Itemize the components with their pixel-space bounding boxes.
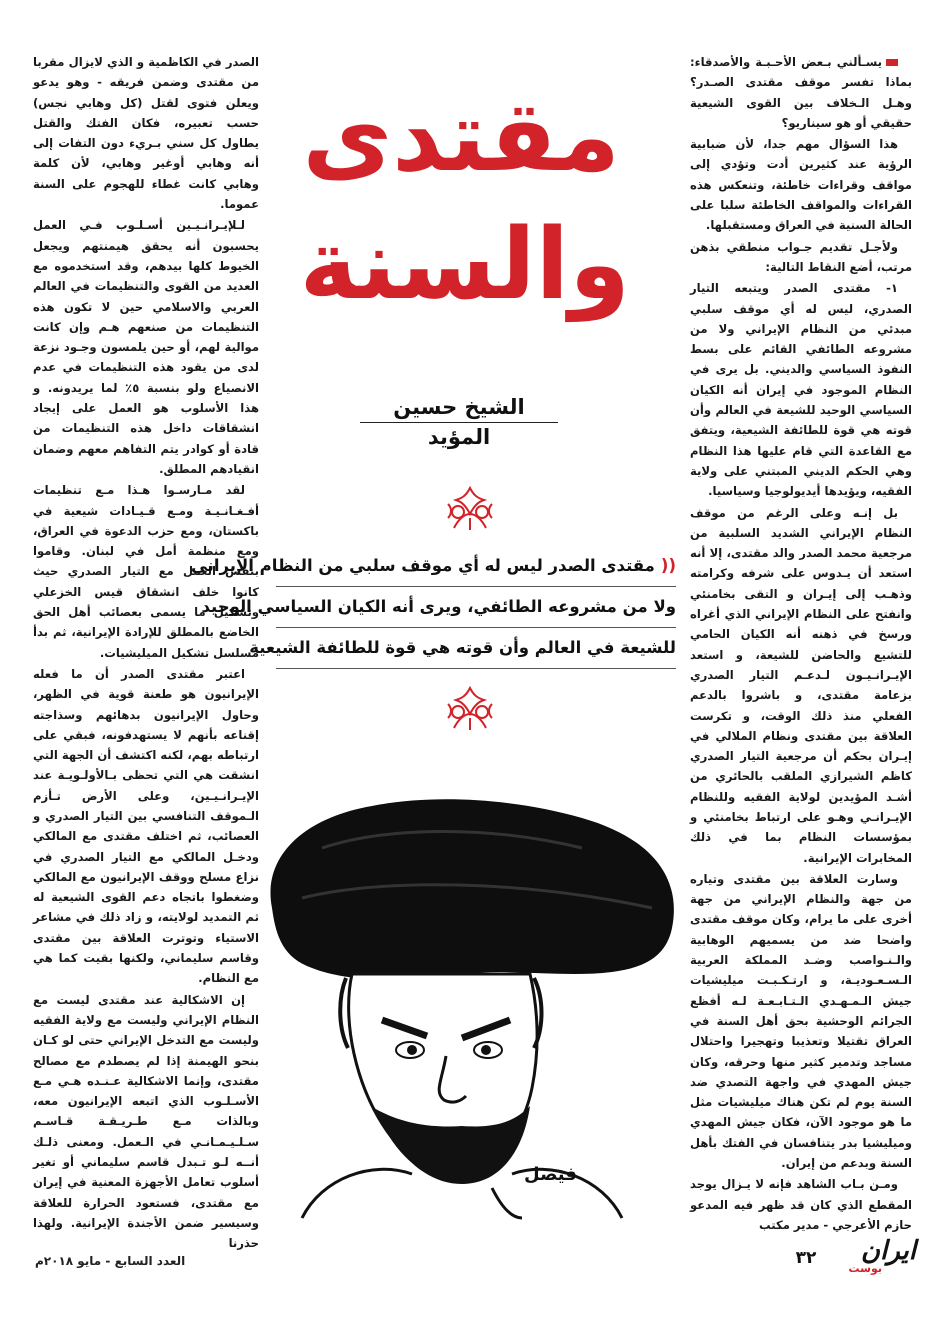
- pull-quote-line: ولا من مشروعه الطائفي، ويرى أنه الكيان السياسي الوحيد: [276, 587, 676, 628]
- ornament-flourish-icon: [440, 684, 500, 734]
- publication-logo: [826, 1236, 916, 1280]
- paragraph: ولأجـل تقديم جـواب منطقي بذهن مرتب، أضع النقاط التالية:: [690, 239, 912, 274]
- logo-sub-text: بوست: [848, 1262, 882, 1275]
- paragraph: هذا السؤال مهم جدا، لأن ضبابية الرؤية عند كثيرين أدت وتؤدي إلى مواقف وقراءات خاطئة، وتنعكس هذه القراءات والمواقف الخاطئة سلبا على الحالة السنية في العراق ومستقبلها.: [690, 137, 912, 233]
- paragraph: بل إنـه وعلى الرغم من موقف النظام الإيراني الشديد السلبية من مرجعية محمد الصدر والد مقتدى، إلا أنه استعد أن يـدوس على شرفه وكرامته وذهـب إلى إيـران و التقى بخامنئي وانفتح على النظام الإيراني الذي أغراه ورسخ في ذهنه أنه الكيان الحامي للتشيع والحاضن للشيعة، و استعد الإيـرانـيـون لـدعـم التيار الصدري بزعامة مقتدى، و باشروا بالدعم الفعلي منذ ذلك الوقت، و تكرست العلاقة بين مقتدى ونظام الملالي في إيـران بحكم أن مرجعية التيار الصدري كاظم الشيرازي الملقب بالحائري من أشـد المؤيدين لولاية الفقيه وللنظام الإيـرانـي وهـو على ارتباط بخامنئي و بمؤسسات النظام بما في ذلك المخابرات الإيرانية.: [690, 505, 912, 865]
- issue-info: العدد السابع - مايو ٢٠١٨م: [35, 1254, 186, 1268]
- artist-signature: فيصل: [524, 1164, 577, 1185]
- ornament-flourish-icon: [440, 484, 500, 534]
- paragraph: الصدر في الكاظمية و الذي لايزال مقربا من مقتدى وضمن فريقه - وهو يدعو ويعلن فتوى لقتل (كل وهابي نجس) حسب تعبيره، فكان الفتك والقتل يطاول كل سني بـريء دون التفات إلى أنه وهابي أوغير وهابي، لأن كلمة وهابي كانت غطاء للهجوم على السنة عموما.: [33, 55, 259, 212]
- paragraph: يسـألني بـعض الأحـبـة والأصدقاء: بماذا تفسر موقف مقتدى الصـدر؟ وهـل الـخلاف بين القوى الشيعية حقيقي أو هو سيناريو؟: [690, 55, 912, 130]
- caricature-illustration: [262, 788, 680, 1218]
- article-title-line2: والسنة: [299, 208, 630, 322]
- paragraph: لـلإيـرانـيـين أسـلـوب فـي العمل يحسبون أنه يحقق هيمنتهم ويجعل الخيوط كلها بيدهم، وقد استخدموه مع العديد من القوى والتنظيمات في العالم العربي والاسلامي حين لا تكون هذه التنظيمات من صنعهم هـم وإن كانت موالية لهم، أو حين يلمسون وجـود نزعة لدى من يقود هذه التنظيمات في عدم الانصياع ولو بنسبة ٥٪ لما يريدونه. و هذا الأسلوب هو العمل على إيجاد انشقاقات داخل هذه التنظيمات من قادة أو كوادر يتم التفاهم معهم وضمان انقيادهم المطلق.: [33, 218, 259, 476]
- red-square-marker-icon: [886, 59, 898, 66]
- paragraph: ١- مقتدى الصدر ويتبعه التيار الصدري، ليس له أي موقف سلبي مبدئي من النظام الإيراني ولا من مشروعه الطائفي القائم على بسط النفوذ السياسي والديني. بل يرى في النظام الموجود في إيران أنه الكيان السياسي الوحيد للشيعة في العالم وأن قوته هي قوة للطائفة الشيعية، ويتفق مع القاعدة التي قام عليها هذا النظام وهي الحكم الديني المبتني على ولاية الفقيه، ويؤيدها أيديولوجيا وسياسيا.: [690, 281, 912, 499]
- paragraph: إن الاشكالية عند مقتدى ليست مع النظام الإيراني وليست مع ولاية الفقيه وليست مع التدخل الإيراني حتى لو كـان بنحو الهيمنة إذا لم يصطدم مع مصالح مقتدى، وإنما الاشكالية عـنـده هـي مـع الأسـلـوب الذي اتبعه الإيرانيون معه، وبالذات مـع طـريـقـة قـاسـم سـلـيـمـانـي في الـعمل. ومعنى ذلـك أنــه لـو تـبدل قاسم سليماني أو تغير أسلوب تعامل الأجهزة المعنية في إيران مع مقتدى، فستعود الحرارة للعلاقة وسيسير ضمن الأجندة الإيرانية. ولهذا حذرنا: [33, 992, 259, 1251]
- article-column-left: [33, 52, 259, 1255]
- page-number: ٣٢: [795, 1248, 817, 1268]
- paragraph: لقد مـارسـوا هـذا مـع تنظيمات أفـغـانـيـة ومـع قـيـادات شيعية في باكستان، ومع حزب الدعوة في العراق، ومع منظمة أمل في لبنان. وقاموا بنفس العمل مع التيار الصدري حيث كانوا خلف انشقاق قيس الخزعلي وتشكيل ما يسمى بعصائب أهل الحق الخاضع بالمطلق للإرادة الإيرانية، ثم بدأ مسلسل تشكيل الميليشيات.: [33, 483, 259, 660]
- paragraph: اعتبر مقتدى الصدر أن ما فعله الإيرانيون هو طعنة قوية في الظهر، وحاول الإيرانيون بدهائهم وسذاجته إقناعه بأنهم لا يستهدفونه، فبقي على ارتباطه بهم، لكنه اكتشف أن الجهة التي انشقت هي التي تحظى بـالأولـويـة عند الإيـرانـيـين، وعلى الأرض تـأزم الـموقف التنافسي بين التيار الصدري و العصائب، ثم اختلف مقتدى مع المالكي ودخـل المالكي مع التيار الصدري في نزاع مسلح ووقف الإيرانيون مع المالكي وضغطوا باتجاه دعم القوى الشيعية له ثم التمديد لولايته، و زاد ذلك في مشاعر الاستياء وتوترت العلاقة بين مقتدى وقاسم سليماني، ولكنها بقيت كما هي مع النظام.: [33, 666, 259, 986]
- paragraph: ومـن بـاب الشاهد فإنه لا يـزال يوجد المقطع الذي كان قد ظهر فيه المدعو حازم الأعرجي - مدير مكتب: [690, 1177, 912, 1232]
- logo-main-text: ايران: [860, 1236, 916, 1266]
- pull-quote-line: ((مقتدى الصدر ليس له أي موقف سلبي من النظام الإيراني: [276, 546, 676, 587]
- pull-quote: [190, 546, 676, 669]
- author-divider: [360, 422, 558, 423]
- article-title-line1: مقتدى: [302, 80, 620, 194]
- article-column-right: [690, 52, 912, 1236]
- author-name: الشيخ حسين المؤيد: [393, 395, 525, 449]
- quote-mark: ((: [660, 556, 676, 575]
- pull-quote-line: للشيعة في العالم وأن قوته هي قوة للطائفة الشيعية: [276, 628, 676, 669]
- paragraph: وسارت العلاقة بين مقتدى وتياره من جهة والنظام الإيراني من جهة أخرى على ما يرام، وكان موقف مقتدى واضحا ضد من يسميهم الوهابية والـنـواصب وضـد المملكة العربية الـسـعـوديـة، و ارتـكـبـت ميليشيات جيش الـمـهـدي الـتـابـعـة لـه أفظع الجرائم الوحشية بحق أهل السنة في العراق تقتيلا وتعذيبا وتهجيرا واحتلال مساجد وتدمير كثير منها وحرقه، وكان جيش المهدي في واجهة التصدي ضد السنة يوم لم تكن هناك ميليشيات مثل ما هو موجود الآن، فكان جيش المهدي وميليشيا بدر يتنافسان في الفتك بأهل السنة وبدعم من إيران.: [690, 871, 912, 1171]
